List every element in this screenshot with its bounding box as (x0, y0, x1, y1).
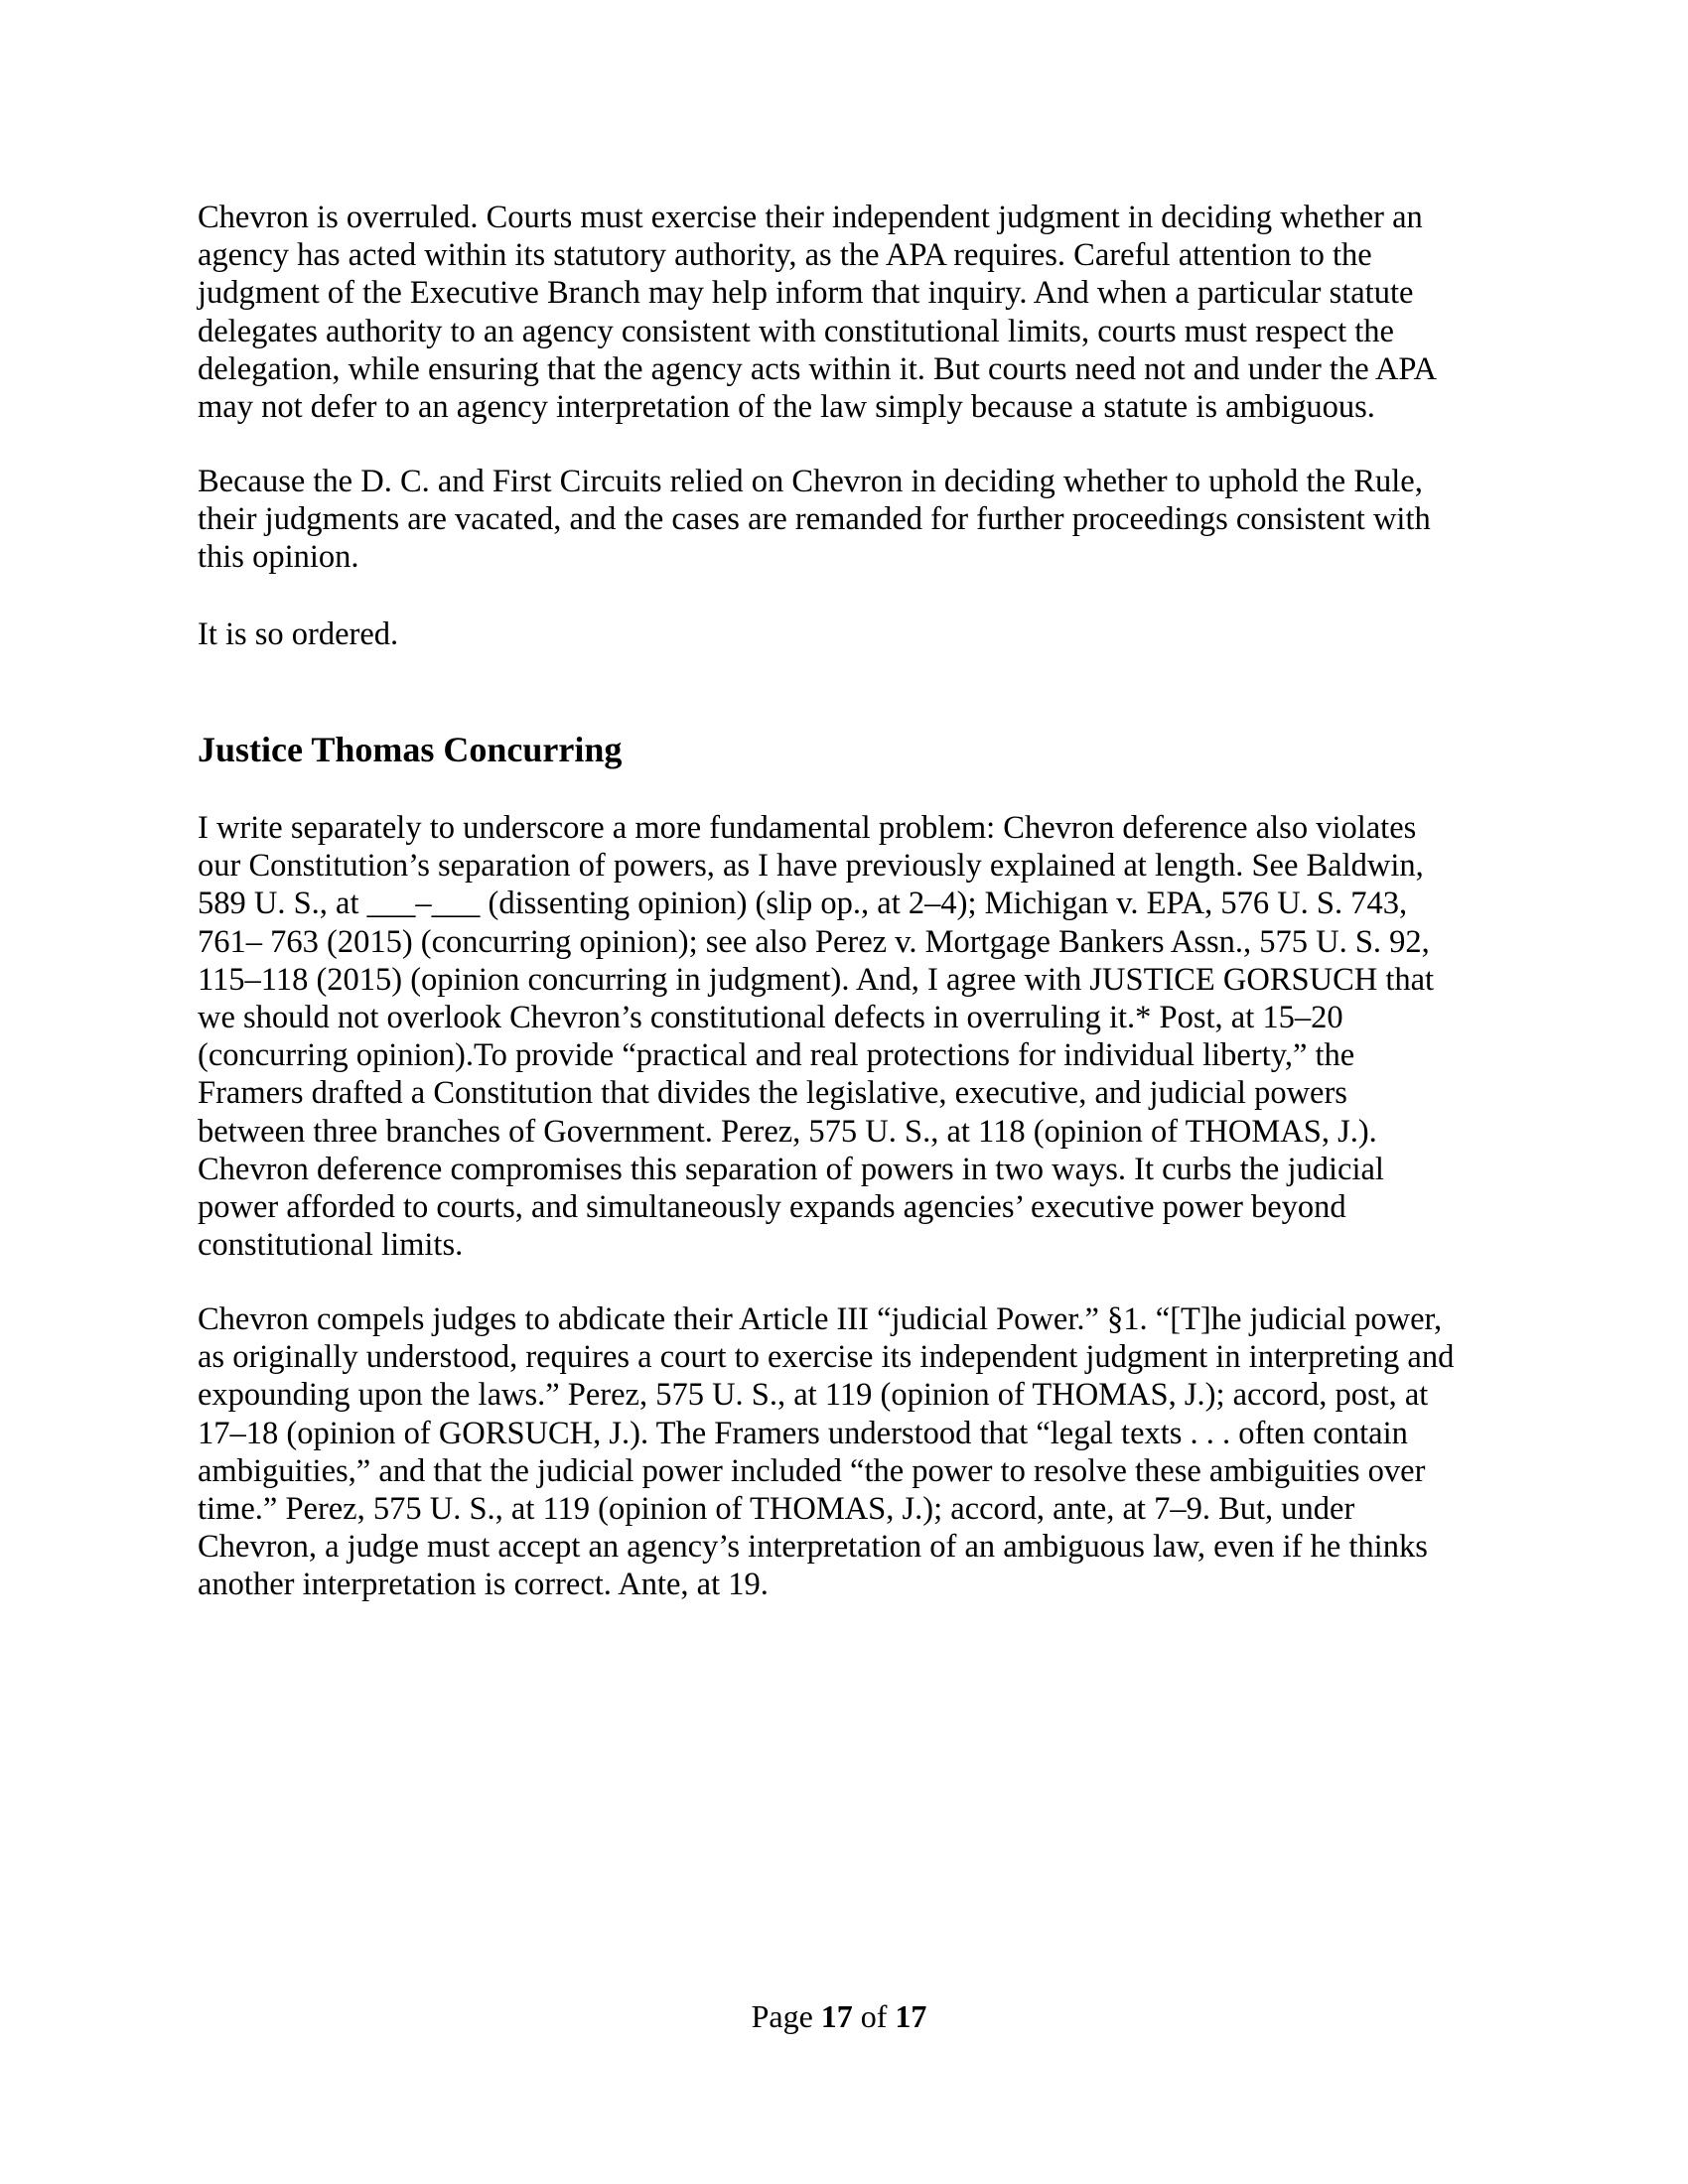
text-line: Chevron compels judges to abdicate their Article III “judicial Power.” §1. “[T]he judicial power, (198, 1301, 1443, 1337)
text-line: power afforded to courts, and simultaneously expands agencies’ executive power beyond (198, 1189, 1346, 1226)
text-line: 115–118 (2015) (opinion concurring in judgment). And, I agree with JUSTICE GORSUCH that (198, 961, 1435, 998)
total-pages: 17 (895, 1998, 927, 2034)
text-line: our Constitution’s separation of powers, as I have previously explained at length. See Baldwin, (198, 848, 1424, 885)
text-line: time.” Perez, 575 U. S., at 119 (opinion of THOMAS, J.); accord, ante, at 7–9. But, under (198, 1491, 1355, 1528)
text-line: as originally understood, requires a court to exercise its independent judgment in interpreting and (198, 1339, 1455, 1376)
text-line: we should not overlook Chevron’s constitutional defects in overruling it.* Post, at 15–20 (198, 1000, 1343, 1036)
paragraph-concurrence-2 (198, 1300, 1454, 1604)
text-line: their judgments are vacated, and the cases are remanded for further proceedings consistent with (198, 501, 1431, 538)
text-line: 589 U. S., at ___–___ (dissenting opinion) (slip op., at 2–4); Michigan v. EPA, 576 U. S. 743, (198, 886, 1408, 922)
text-line: Chevron, a judge must accept an agency’s interpretation of an ambiguous law, even if he thinks (198, 1529, 1428, 1566)
text-line: 761– 763 (2015) (concurring opinion); see also Perez v. Mortgage Bankers Assn., 575 U. S. 92, (198, 923, 1430, 960)
text-line: delegates authority to an agency consistent with constitutional limits, courts must respect the (198, 313, 1394, 349)
current-page: 17 (820, 1998, 853, 2034)
text-line: Because the D. C. and First Circuits relied on Chevron in deciding whether to uphold the Rule, (198, 464, 1423, 499)
text-line: judgment of the Executive Branch may help inform that inquiry. And when a particular statute (198, 275, 1414, 312)
paragraph-holding (198, 199, 1437, 426)
text-line: constitutional limits. (198, 1227, 464, 1264)
text-line: another interpretation is correct. Ante, at 19. (198, 1567, 769, 1603)
paragraph-concurrence-1 (198, 809, 1434, 1264)
section-heading: Justice Thomas Concurring (198, 730, 623, 769)
text-line: ambiguities,” and that the judicial power included “the power to resolve these ambiguities over (198, 1452, 1426, 1489)
paragraph-judgment (198, 463, 1431, 577)
text-line: agency has acted within its statutory authority, as the APA requires. Careful attention to the (198, 237, 1372, 274)
of-label: of (860, 1998, 888, 2034)
text-line: between three branches of Government. Perez, 575 U. S., at 118 (opinion of THOMAS, J.). (198, 1113, 1377, 1150)
text-line: Chevron deference compromises this separation of powers in two ways. It curbs the judicial (198, 1151, 1384, 1187)
text-line: may not defer to an agency interpretation of the law simply because a statute is ambiguous. (198, 389, 1375, 426)
text-line: 17–18 (opinion of GORSUCH, J.). The Framers understood that “legal texts . . . often contain (198, 1415, 1408, 1451)
text-line: It is so ordered. (198, 616, 399, 652)
text-line: I write separately to underscore a more fundamental problem: Chevron deference also violates (198, 810, 1417, 846)
text-line: expounding upon the laws.” Perez, 575 U. S., at 119 (opinion of THOMAS, J.); accord, post, at (198, 1377, 1429, 1414)
page-label: Page (751, 1998, 813, 2034)
paragraph-so-ordered (198, 615, 398, 653)
text-line: delegation, while ensuring that the agency acts within it. But courts need not and under the APA (198, 350, 1437, 387)
text-line: Framers drafted a Constitution that divides the legislative, executive, and judicial powers (198, 1075, 1347, 1112)
text-line: Chevron is overruled. Courts must exercise their independent judgment in deciding whether an (198, 200, 1423, 235)
text-line: (concurring opinion).To provide “practical and real protections for individual liberty,” the (198, 1037, 1355, 1074)
text-line: this opinion. (198, 539, 359, 576)
page-number-footer (0, 1996, 1678, 2036)
